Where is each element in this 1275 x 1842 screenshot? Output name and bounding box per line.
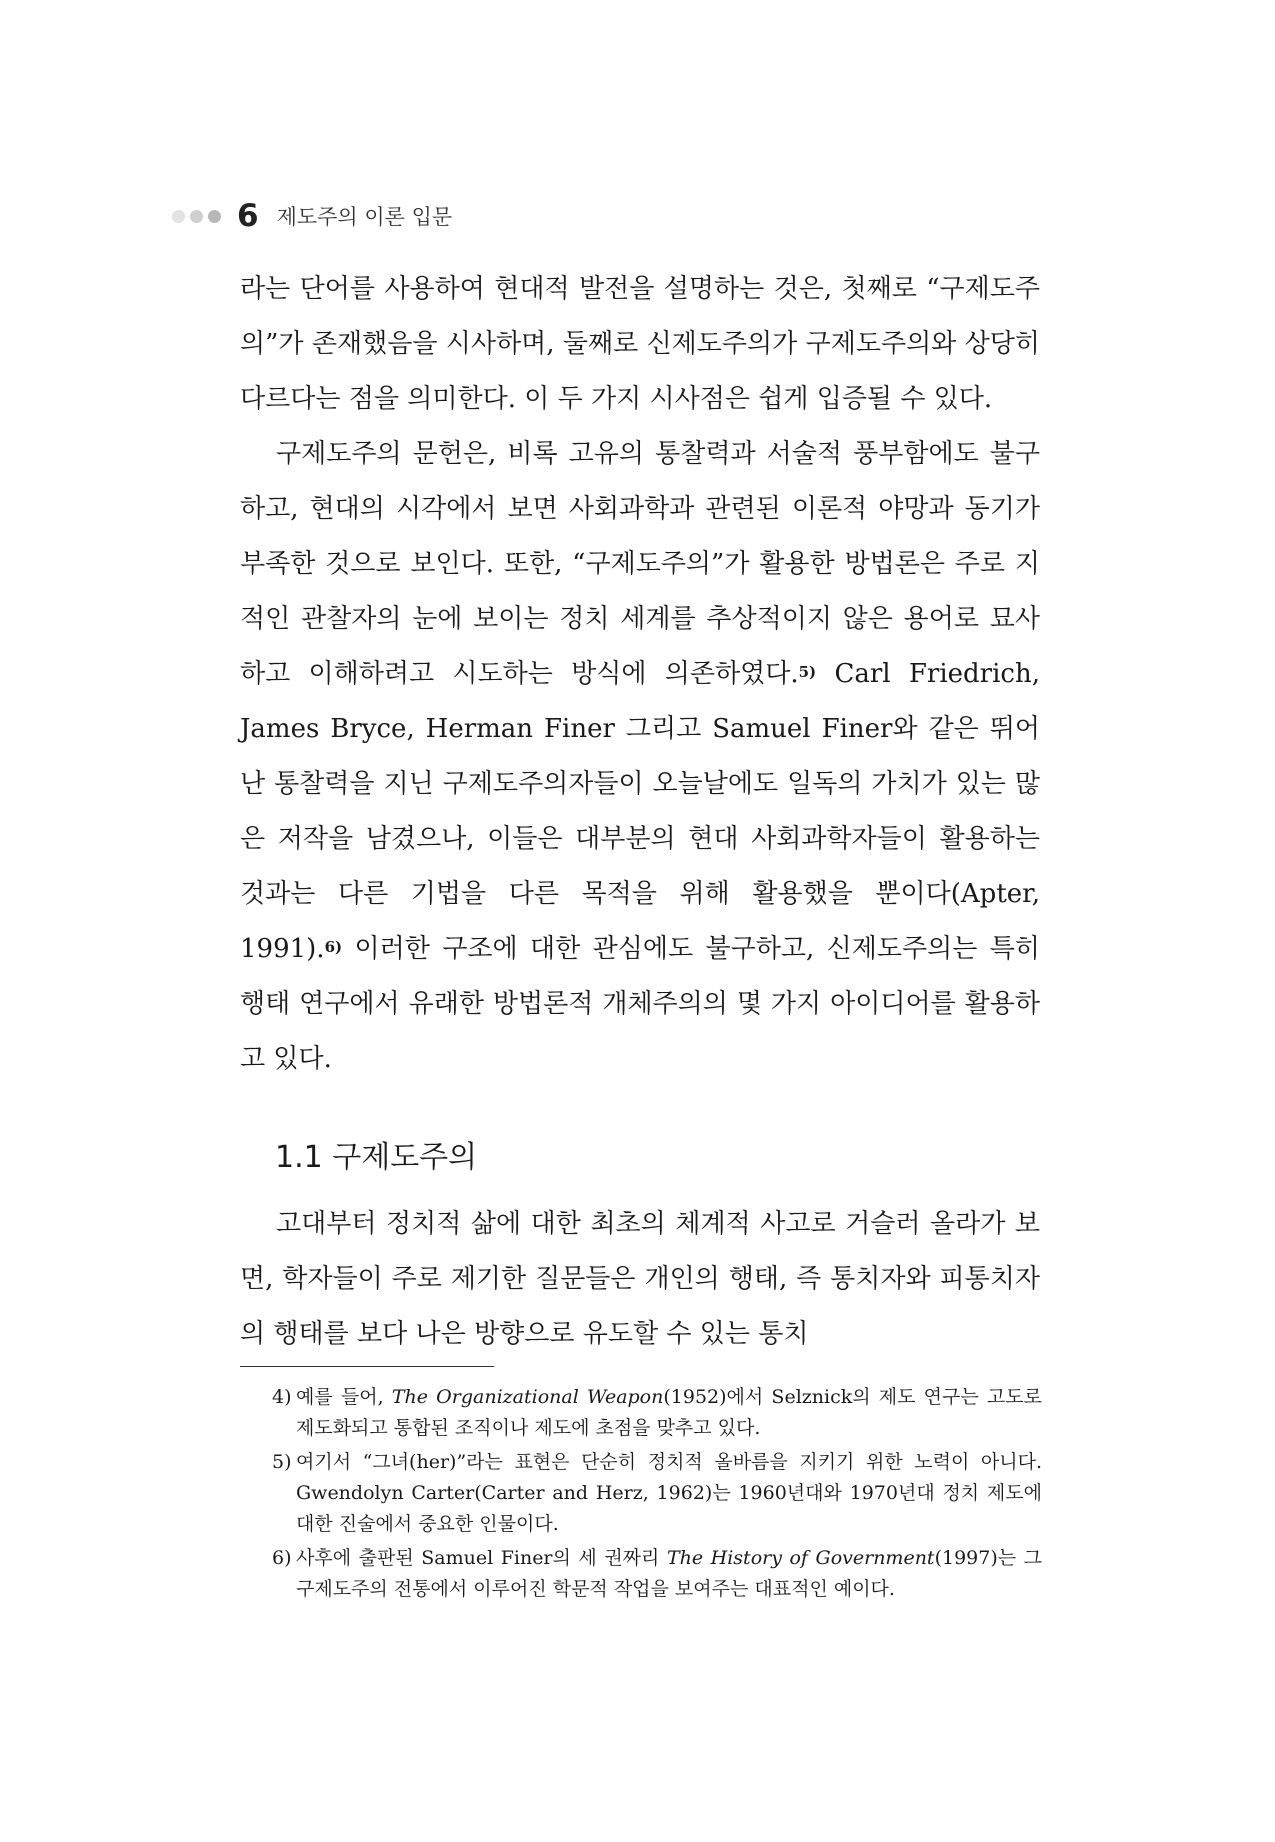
footnote-text: [296, 1447, 1042, 1540]
paragraph-2-part-a: 구제도주의 문헌은, 비록 고유의 통찰력과 서술적 풍부함에도 불구하고, 현대의 시각에서 보면 사회과학과 관련된 이론적 야망과 동기가 부족한 것으로 보인다. 또한, “구제도주의”가 활용한 방법론은 주로 지적인 관찰자의 눈에 보이는 정치 세계를 추상적이지 않은 용어로 묘사하고 이해하려고 시도하는 방식에 의존하였다.: [240, 439, 1040, 689]
footnote-text-pre: 사후에 출판된 Samuel Finer의 세 권짜리: [296, 1547, 667, 1569]
running-title: 제도주의 이론 입문: [276, 205, 453, 229]
dot-icon: [172, 210, 185, 223]
dot-icon: [208, 210, 221, 223]
footnote-5: [272, 1447, 1042, 1540]
footnote-text-post: (1952)에서 Selznick의 제도 연구는 고도로 제도화되고 통합된 조직이나 제도에 초점을 맞추고 있다.: [296, 1386, 1042, 1439]
dot-icon: [190, 210, 203, 223]
footnote-number: 4): [272, 1386, 292, 1408]
running-header: [172, 198, 452, 234]
header-dots-ornament: [172, 210, 221, 223]
paragraph-2-part-c: 이러한 구조에 대한 관심에도 불구하고, 신제도주의는 특히 행태 연구에서 유래한 방법론적 개체주의의 몇 가지 아이디어를 활용하고 있다.: [240, 934, 1040, 1074]
paragraph-2-part-b: Carl Friedrich, James Bryce, Herman Finer 그리고 Samuel Finer와 같은 뛰어난 통찰력을 지닌 구제도주의자들이 오늘날에도 일독의 가치가 있는 많은 저작을 남겼으나, 이들은 대부분의 현대 사회과학자들이 활용하는 것과는 다른 기법을 다른 목적을 위해 활용했을 뿐이다(Apter, 1991).: [240, 659, 1040, 964]
footnote-divider: [240, 1366, 494, 1367]
page-number: 6: [237, 198, 259, 234]
footnote-4: [272, 1382, 1042, 1444]
footnotes: [272, 1382, 1042, 1608]
footnote-6: [272, 1543, 1042, 1605]
footnote-ref-5[interactable]: 5): [798, 663, 817, 681]
paragraph-2: [240, 427, 1040, 1087]
footnote-text-pre: 여기서 “그녀(her)”라는 표현은 단순히 정치적 올바름을 지키기 위한 노력이 아니다. Gwendolyn Carter(Carter and Herz, 1962)는 1960년대와 1970년대 정치 제도에 대한 진술에서 중요한 인물이다.: [296, 1451, 1042, 1535]
body-text: [240, 262, 1040, 1362]
footnote-text-pre: 예를 들어,: [296, 1386, 392, 1408]
section-heading: 1.1 구제도주의: [275, 1140, 478, 1175]
footnote-text-post: (1997)는 그 구제도주의 전통에서 이루어진 학문적 작업을 보여주는 대표적인 예이다.: [296, 1547, 1043, 1600]
footnote-number: 5): [272, 1451, 292, 1473]
footnote-text: [296, 1382, 1042, 1444]
footnote-text: [296, 1543, 1042, 1605]
paragraph-3: 고대부터 정치적 삶에 대한 최초의 체계적 사고로 거슬러 올라가 보면, 학자들이 주로 제기한 질문들은 개인의 행태, 즉 통치자와 피통치자의 행태를 보다 나은 방향으로 유도할 수 있는 통치: [240, 1209, 1040, 1349]
footnote-number: 6): [272, 1547, 292, 1569]
footnote-book-title: The Organizational Weapon: [391, 1386, 664, 1408]
paragraph-1: 라는 단어를 사용하여 현대적 발전을 설명하는 것은, 첫째로 “구제도주의”가 존재했음을 시사하며, 둘째로 신제도주의가 구제도주의와 상당히 다르다는 점을 의미한다. 이 두 가지 시사점은 쉽게 입증될 수 있다.: [240, 274, 1040, 414]
footnote-ref-6[interactable]: 6): [324, 938, 343, 956]
footnote-book-title: The History of Government: [666, 1547, 935, 1569]
